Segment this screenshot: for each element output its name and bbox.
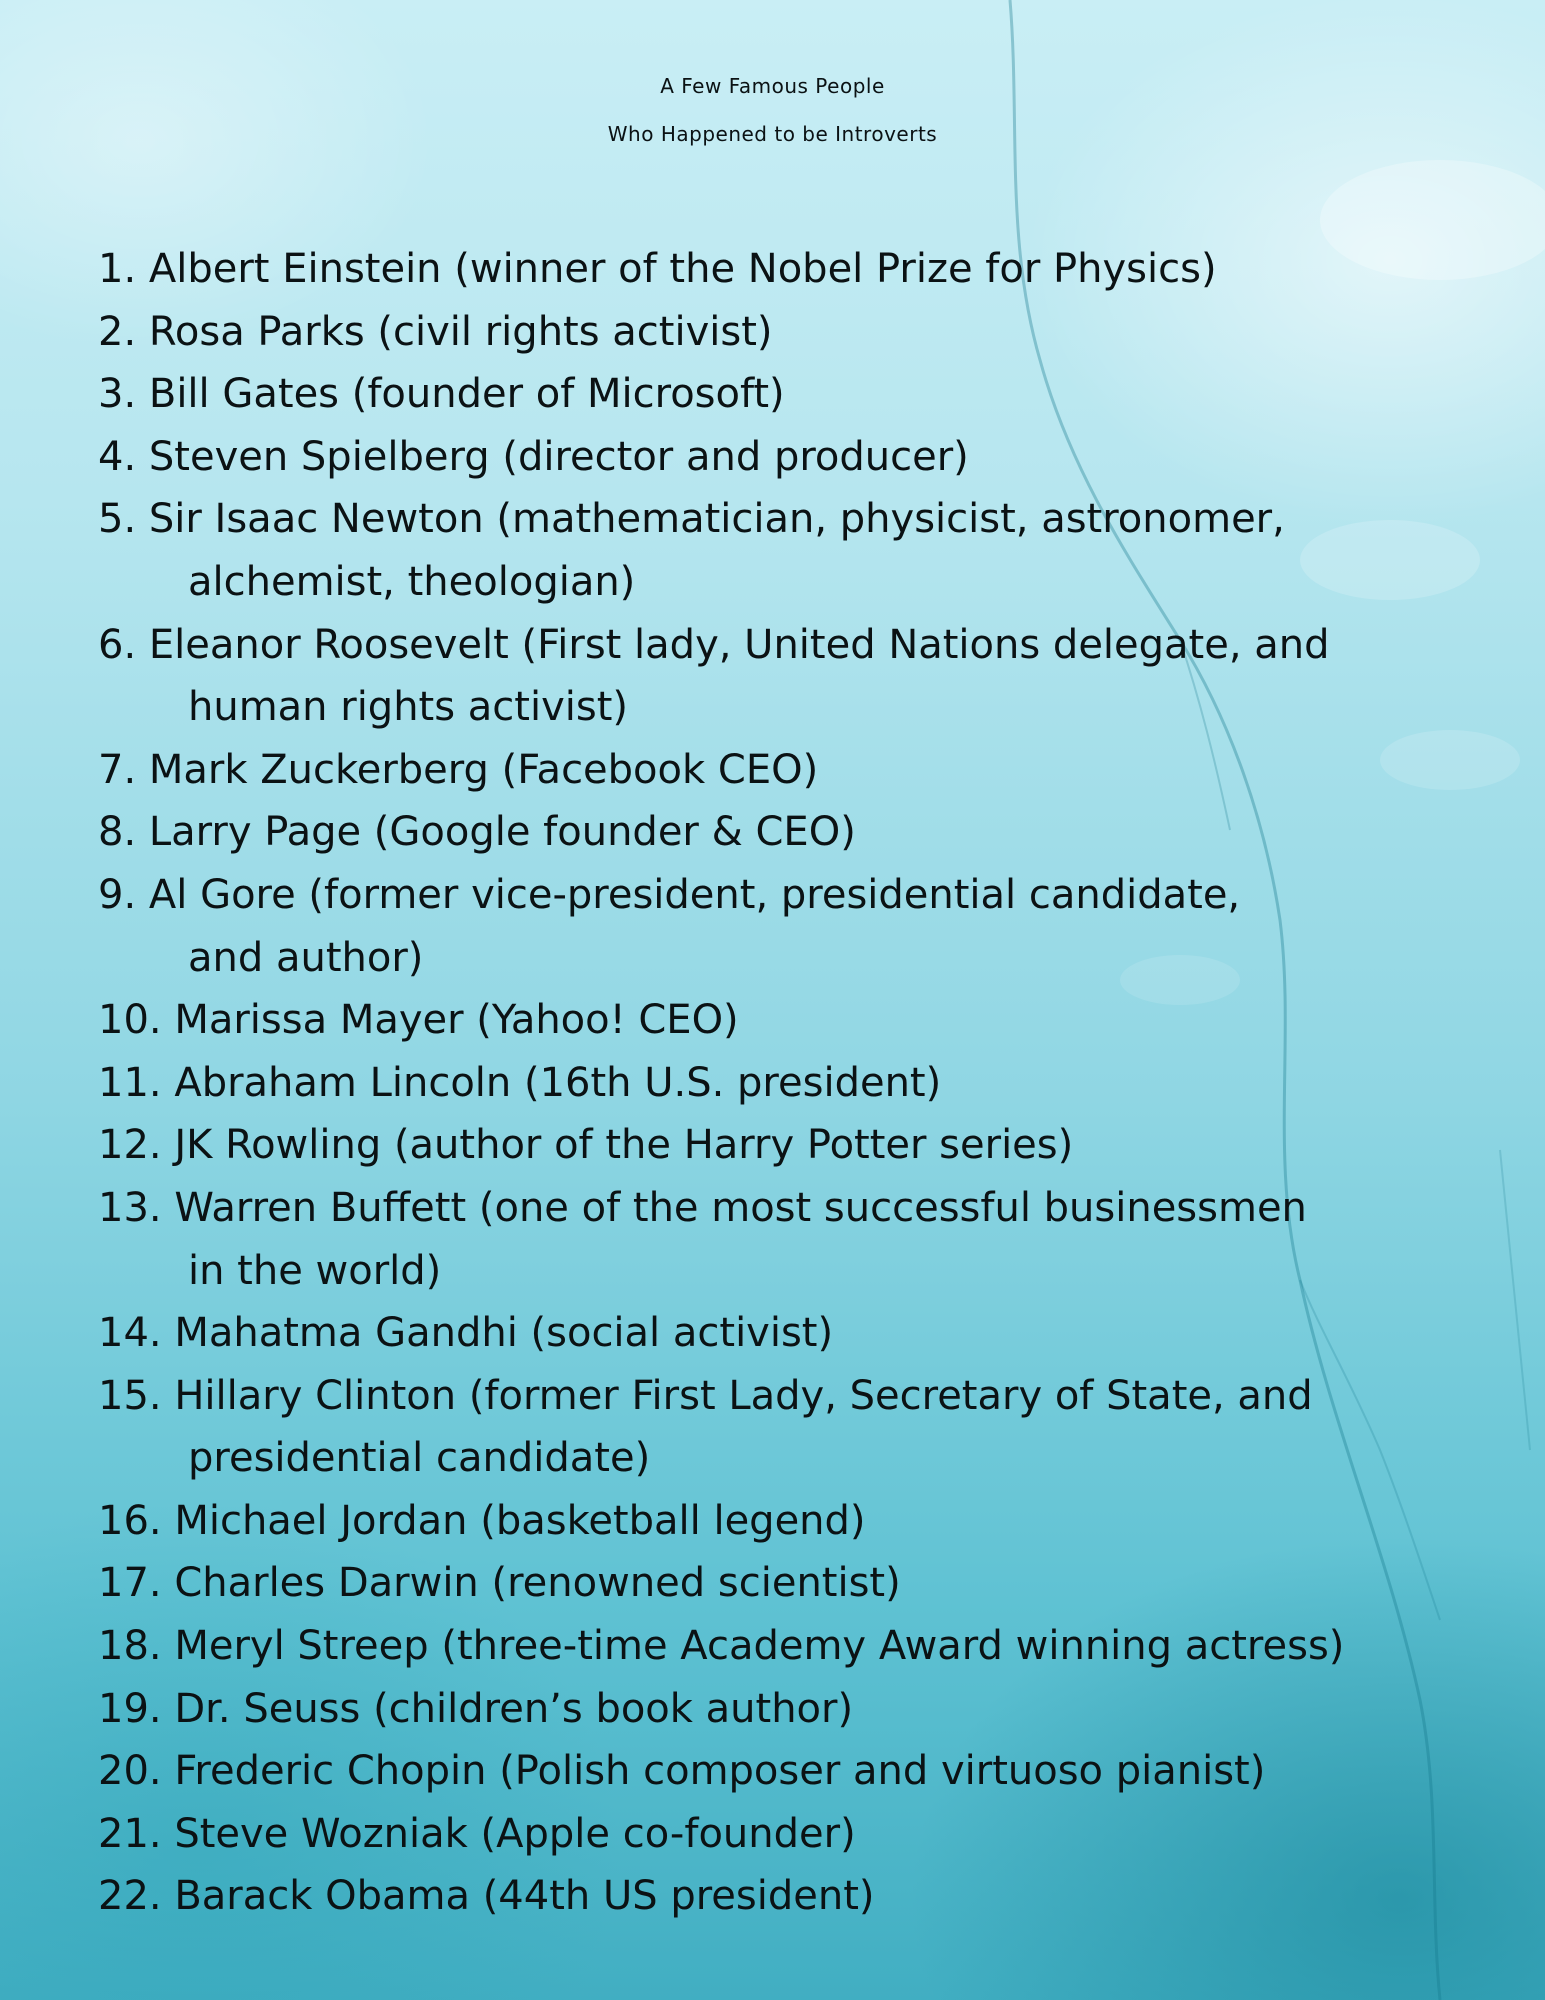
list-item-continuation: and author) <box>188 934 424 981</box>
list-item <box>98 614 1498 739</box>
list-item <box>98 426 1498 489</box>
introverts-list <box>98 238 1498 1928</box>
list-item-continuation: presidential candidate) <box>188 1435 651 1482</box>
list-item <box>98 1052 1498 1115</box>
list-item <box>98 238 1498 301</box>
list-item <box>98 1490 1498 1553</box>
list-item <box>98 301 1498 364</box>
list-item-text: 16. Michael Jordan (basketball legend) <box>98 1497 866 1544</box>
list-item-continuation: human rights activist) <box>188 684 628 731</box>
list-item <box>98 363 1498 426</box>
list-item <box>98 739 1498 802</box>
list-item <box>98 801 1498 864</box>
list-item-text: 9. Al Gore (former vice-president, presidential candidate, <box>98 871 1241 918</box>
list-item <box>98 1865 1498 1928</box>
list-item-text: 12. JK Rowling (author of the Harry Potter series) <box>98 1122 1074 1169</box>
page-title <box>0 62 1545 158</box>
list-item-text: 5. Sir Isaac Newton (mathematician, physicist, astronomer, <box>98 496 1285 543</box>
list-item-text: 22. Barack Obama (44th US president) <box>98 1873 875 1920</box>
list-item <box>98 1740 1498 1803</box>
list-item <box>98 1678 1498 1741</box>
list-item <box>98 1803 1498 1866</box>
list-item-continuation: alchemist, theologian) <box>188 558 636 605</box>
list-item-text: 20. Frederic Chopin (Polish composer and virtuoso pianist) <box>98 1748 1266 1795</box>
list-item <box>98 1615 1498 1678</box>
list-item-text: 2. Rosa Parks (civil rights activist) <box>98 308 773 355</box>
list-item <box>98 1177 1498 1302</box>
list-item-text: 21. Steve Wozniak (Apple co-founder) <box>98 1810 856 1857</box>
list-item-text: 6. Eleanor Roosevelt (First lady, United Nations delegate, and <box>98 621 1330 668</box>
title-line-2: Who Happened to be Introverts <box>607 122 938 146</box>
list-item-text: 14. Mahatma Gandhi (social activist) <box>98 1310 834 1357</box>
list-item-text: 1. Albert Einstein (winner of the Nobel Prize for Physics) <box>98 246 1217 292</box>
list-item-text: 10. Marissa Mayer (Yahoo! CEO) <box>98 997 739 1044</box>
list-item <box>98 1114 1498 1177</box>
list-item-text: 17. Charles Darwin (renowned scientist) <box>98 1560 901 1607</box>
list-item <box>98 989 1498 1052</box>
list-item-text: 8. Larry Page (Google founder & CEO) <box>98 809 856 856</box>
list-item <box>98 488 1498 613</box>
list-item-text: 11. Abraham Lincoln (16th U.S. president) <box>98 1059 942 1106</box>
list-item <box>98 1302 1498 1365</box>
list-item-text: 7. Mark Zuckerberg (Facebook CEO) <box>98 746 819 793</box>
list-item-text: 13. Warren Buffett (one of the most successful businessmen <box>98 1184 1307 1231</box>
list-item-text: 15. Hillary Clinton (former First Lady, Secretary of State, and <box>98 1372 1313 1419</box>
title-line-1: A Few Famous People <box>660 74 885 98</box>
list-item-text: 18. Meryl Streep (three-time Academy Award winning actress) <box>98 1623 1345 1670</box>
list-item <box>98 864 1498 989</box>
list-item <box>98 1552 1498 1615</box>
list-item <box>98 1365 1498 1490</box>
list-item-text: 4. Steven Spielberg (director and producer) <box>98 433 969 480</box>
list-item-continuation: in the world) <box>188 1247 442 1294</box>
list-item-text: 3. Bill Gates (founder of Microsoft) <box>98 371 785 418</box>
list-item-text: 19. Dr. Seuss (children’s book author) <box>98 1685 854 1732</box>
